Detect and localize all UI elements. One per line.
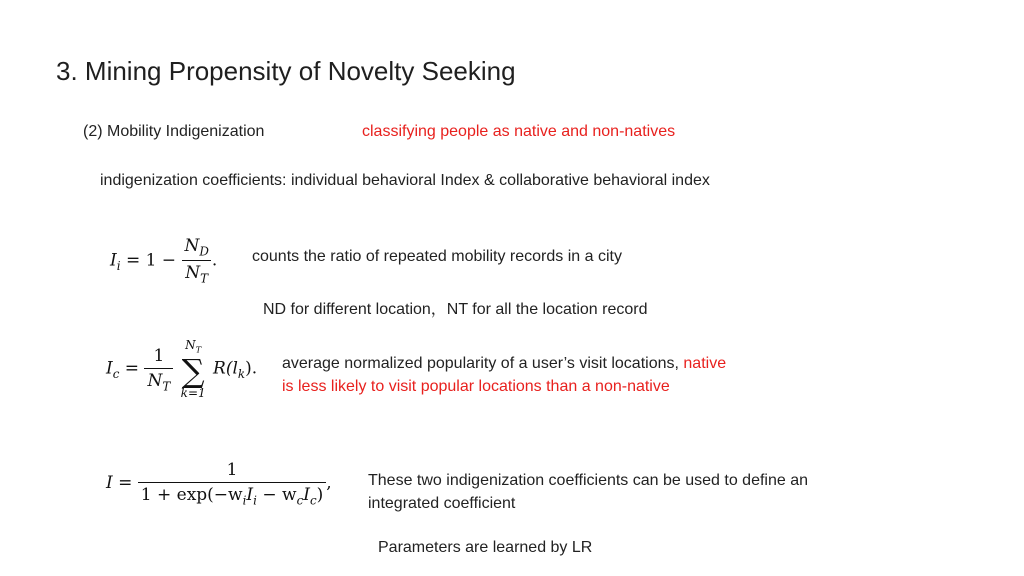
- section-label: (2) Mobility Indigenization: [83, 123, 265, 140]
- eq2-lhs: I: [106, 358, 113, 379]
- eq3-description-line1: These two indigenization coefficients can be used to define an: [368, 472, 808, 489]
- eq1-tail: .: [211, 250, 218, 271]
- eq2-den: N: [147, 370, 163, 391]
- eq1-rel: = 1 −: [125, 250, 177, 271]
- section-note: classifying people as native and non-natives: [362, 123, 676, 140]
- eq2-sum-symbol: ∑: [181, 352, 205, 391]
- eq3-den-d-sub: c: [309, 493, 317, 508]
- eq1-den: N: [185, 263, 201, 284]
- eq3-den-c-sub: c: [296, 493, 304, 508]
- coefficients-line: indigenization coefficients: individual behavioral Index & collaborative behavioral index: [100, 172, 710, 189]
- eq2-sum-upper: N: [185, 338, 196, 352]
- eq3-den-a: 1 + exp(−w: [140, 485, 243, 505]
- eq1-den-sub: T: [200, 271, 209, 286]
- eq3-description-line2: integrated coefficient: [368, 495, 516, 512]
- equation-integrated-coefficient: [106, 460, 332, 507]
- eq2-sum-upper-sub: T: [195, 344, 202, 355]
- eq1-num: N: [184, 236, 200, 256]
- eq1-lhs-sub: i: [116, 258, 121, 273]
- eq2-desc-red: native: [683, 355, 727, 372]
- equation-collaborative-index: [106, 338, 257, 400]
- eq2-description-line1: [282, 355, 726, 373]
- eq3-lhs: I: [106, 473, 113, 494]
- eq3-fraction: [138, 460, 326, 507]
- slide-title: 3. Mining Propensity of Novelty Seeking: [56, 56, 516, 86]
- eq3-tail: ,: [326, 473, 332, 494]
- eq3-num: 1: [226, 460, 238, 480]
- footer-note: Parameters are learned by LR: [378, 539, 593, 556]
- eq3-den-c: − w: [256, 485, 297, 505]
- eq2-sum-lower: k=1: [180, 386, 206, 401]
- eq3-den-b: I: [246, 485, 254, 505]
- eq3-rel: =: [118, 473, 133, 494]
- eq2-fraction: [144, 346, 173, 393]
- eq2-summation: [181, 338, 206, 400]
- eq1-lhs: I: [110, 250, 117, 271]
- eq2-num: 1: [153, 345, 165, 366]
- eq2-rel: =: [124, 358, 140, 379]
- eq2-term-sub: k: [237, 367, 246, 382]
- eq2-desc-black: average normalized popularity of a user’s visit locations,: [282, 355, 684, 372]
- equation-individual-index: [110, 236, 217, 286]
- eq3-den-d: I: [303, 485, 310, 505]
- eq2-term-tail: ).: [245, 358, 258, 379]
- eq2-den-sub: T: [162, 378, 171, 393]
- eq1-description-detail: ND for different location，NT for all the location record: [263, 301, 648, 318]
- eq1-num-sub: D: [199, 244, 209, 259]
- eq1-description: counts the ratio of repeated mobility records in a city: [252, 248, 622, 265]
- eq3-den-a-sub: i: [242, 493, 247, 508]
- eq3-den-e: ): [316, 485, 324, 505]
- eq2-description-line2: is less likely to visit popular locations than a non-native: [282, 378, 670, 395]
- eq1-fraction: [181, 236, 211, 286]
- eq3-den-b-sub: i: [253, 493, 257, 508]
- eq2-lhs-sub: c: [112, 367, 120, 382]
- eq2-term: R(l: [213, 358, 238, 379]
